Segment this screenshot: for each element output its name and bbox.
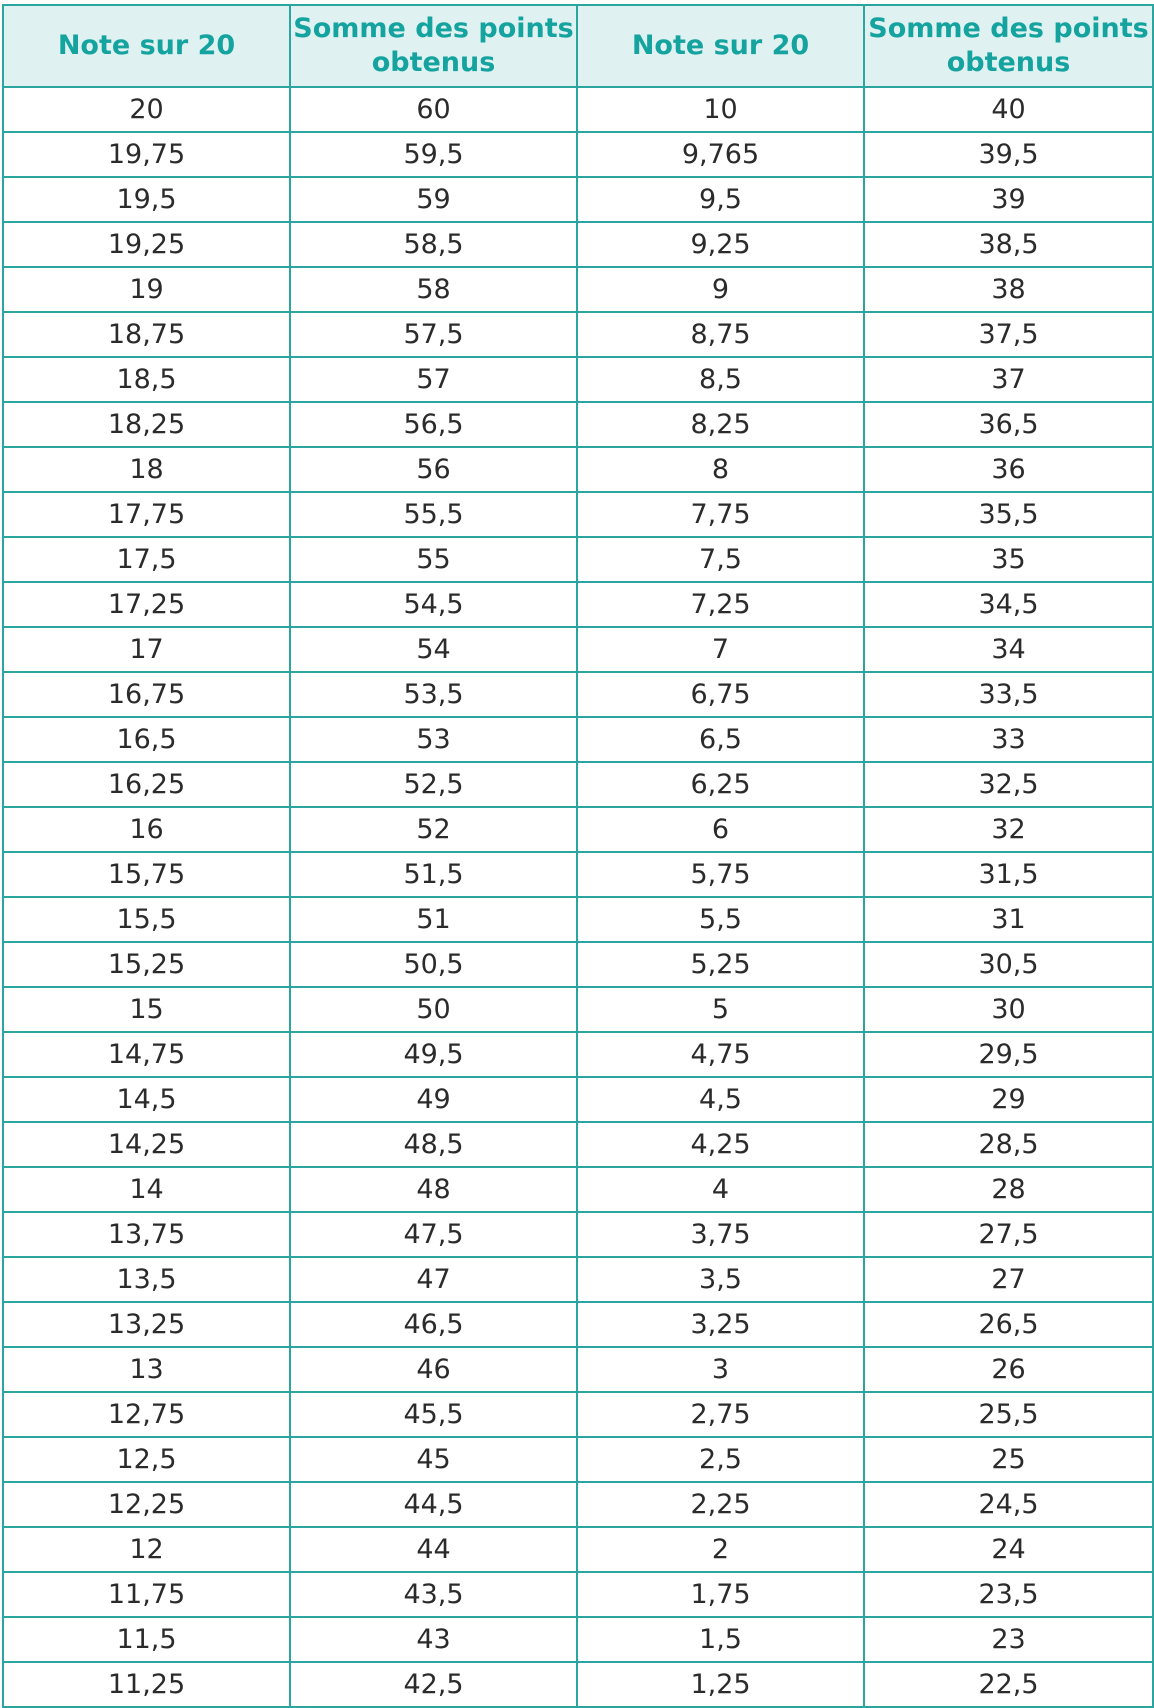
cell-note-sur-20: 17,25 [3, 582, 290, 627]
header-note-sur-20: Note sur 20 [3, 5, 290, 87]
cell-somme-des-points: 51 [290, 897, 577, 942]
cell-note-sur-20: 14 [3, 1167, 290, 1212]
cell-somme-des-points: 59,5 [290, 132, 577, 177]
cell-somme-des-points: 36 [864, 447, 1153, 492]
cell-somme-des-points: 34,5 [864, 582, 1153, 627]
table-row [3, 1437, 1153, 1482]
cell-somme-des-points: 43 [290, 1617, 577, 1662]
cell-note-sur-20: 3,25 [577, 1302, 864, 1347]
table-row [3, 1392, 1153, 1437]
cell-note-sur-20: 20 [3, 87, 290, 132]
cell-somme-des-points: 37,5 [864, 312, 1153, 357]
cell-somme-des-points: 50 [290, 987, 577, 1032]
cell-somme-des-points: 49,5 [290, 1032, 577, 1077]
cell-note-sur-20: 8 [577, 447, 864, 492]
cell-note-sur-20: 18 [3, 447, 290, 492]
cell-note-sur-20: 19,5 [3, 177, 290, 222]
cell-note-sur-20: 1,5 [577, 1617, 864, 1662]
cell-somme-des-points: 42,5 [290, 1662, 577, 1707]
table-row [3, 537, 1153, 582]
cell-note-sur-20: 5,75 [577, 852, 864, 897]
cell-somme-des-points: 51,5 [290, 852, 577, 897]
cell-somme-des-points: 31 [864, 897, 1153, 942]
score-conversion-table [2, 4, 1154, 1708]
cell-note-sur-20: 6,75 [577, 672, 864, 717]
cell-note-sur-20: 8,5 [577, 357, 864, 402]
table-row [3, 1257, 1153, 1302]
table-row [3, 132, 1153, 177]
cell-note-sur-20: 7,75 [577, 492, 864, 537]
table-row [3, 627, 1153, 672]
cell-note-sur-20: 8,25 [577, 402, 864, 447]
cell-note-sur-20: 13 [3, 1347, 290, 1392]
cell-note-sur-20: 6,5 [577, 717, 864, 762]
table-row [3, 1617, 1153, 1662]
cell-note-sur-20: 19 [3, 267, 290, 312]
cell-note-sur-20: 1,75 [577, 1572, 864, 1617]
cell-somme-des-points: 36,5 [864, 402, 1153, 447]
cell-somme-des-points: 32 [864, 807, 1153, 852]
cell-note-sur-20: 7,25 [577, 582, 864, 627]
cell-note-sur-20: 5 [577, 987, 864, 1032]
cell-somme-des-points: 46 [290, 1347, 577, 1392]
header-somme-des-points: Somme des points obtenus [290, 5, 577, 87]
cell-somme-des-points: 55 [290, 537, 577, 582]
cell-note-sur-20: 4,75 [577, 1032, 864, 1077]
table-row [3, 177, 1153, 222]
cell-note-sur-20: 19,25 [3, 222, 290, 267]
table-row [3, 447, 1153, 492]
cell-somme-des-points: 49 [290, 1077, 577, 1122]
cell-somme-des-points: 33,5 [864, 672, 1153, 717]
cell-somme-des-points: 47,5 [290, 1212, 577, 1257]
table-row [3, 852, 1153, 897]
cell-note-sur-20: 11,75 [3, 1572, 290, 1617]
cell-note-sur-20: 2 [577, 1527, 864, 1572]
cell-note-sur-20: 12,25 [3, 1482, 290, 1527]
cell-somme-des-points: 28 [864, 1167, 1153, 1212]
cell-note-sur-20: 11,5 [3, 1617, 290, 1662]
cell-note-sur-20: 18,5 [3, 357, 290, 402]
cell-somme-des-points: 39 [864, 177, 1153, 222]
cell-somme-des-points: 37 [864, 357, 1153, 402]
cell-note-sur-20: 5,25 [577, 942, 864, 987]
table-row [3, 267, 1153, 312]
cell-note-sur-20: 15,25 [3, 942, 290, 987]
cell-somme-des-points: 29 [864, 1077, 1153, 1122]
cell-somme-des-points: 53,5 [290, 672, 577, 717]
cell-note-sur-20: 6,25 [577, 762, 864, 807]
cell-somme-des-points: 45 [290, 1437, 577, 1482]
table-body [3, 87, 1153, 1707]
cell-note-sur-20: 17,5 [3, 537, 290, 582]
header-note-sur-20: Note sur 20 [577, 5, 864, 87]
cell-note-sur-20: 14,75 [3, 1032, 290, 1077]
cell-somme-des-points: 57,5 [290, 312, 577, 357]
table-row [3, 897, 1153, 942]
cell-somme-des-points: 25 [864, 1437, 1153, 1482]
table-row [3, 1032, 1153, 1077]
cell-somme-des-points: 45,5 [290, 1392, 577, 1437]
cell-note-sur-20: 4 [577, 1167, 864, 1212]
table-row [3, 942, 1153, 987]
cell-note-sur-20: 12,5 [3, 1437, 290, 1482]
cell-somme-des-points: 52,5 [290, 762, 577, 807]
cell-note-sur-20: 14,5 [3, 1077, 290, 1122]
header-somme-des-points: Somme des points obtenus [864, 5, 1153, 87]
table-header [3, 5, 1153, 87]
cell-note-sur-20: 2,75 [577, 1392, 864, 1437]
table-row [3, 987, 1153, 1032]
table-row [3, 672, 1153, 717]
cell-note-sur-20: 9,765 [577, 132, 864, 177]
cell-somme-des-points: 26 [864, 1347, 1153, 1392]
cell-somme-des-points: 24,5 [864, 1482, 1153, 1527]
cell-somme-des-points: 56,5 [290, 402, 577, 447]
table-row [3, 1122, 1153, 1167]
cell-somme-des-points: 58,5 [290, 222, 577, 267]
cell-note-sur-20: 9 [577, 267, 864, 312]
cell-note-sur-20: 13,5 [3, 1257, 290, 1302]
cell-note-sur-20: 14,25 [3, 1122, 290, 1167]
cell-somme-des-points: 44 [290, 1527, 577, 1572]
cell-somme-des-points: 60 [290, 87, 577, 132]
cell-somme-des-points: 52 [290, 807, 577, 852]
cell-note-sur-20: 9,25 [577, 222, 864, 267]
cell-note-sur-20: 4,5 [577, 1077, 864, 1122]
table-row [3, 492, 1153, 537]
cell-somme-des-points: 23,5 [864, 1572, 1153, 1617]
cell-somme-des-points: 30 [864, 987, 1153, 1032]
cell-somme-des-points: 35 [864, 537, 1153, 582]
cell-somme-des-points: 57 [290, 357, 577, 402]
cell-note-sur-20: 17,75 [3, 492, 290, 537]
table-row [3, 1302, 1153, 1347]
cell-note-sur-20: 16,75 [3, 672, 290, 717]
cell-somme-des-points: 40 [864, 87, 1153, 132]
cell-note-sur-20: 13,25 [3, 1302, 290, 1347]
cell-somme-des-points: 58 [290, 267, 577, 312]
cell-somme-des-points: 25,5 [864, 1392, 1153, 1437]
table-row [3, 1347, 1153, 1392]
cell-somme-des-points: 27,5 [864, 1212, 1153, 1257]
table-row [3, 1662, 1153, 1707]
table-row [3, 1527, 1153, 1572]
cell-somme-des-points: 54,5 [290, 582, 577, 627]
table-row [3, 717, 1153, 762]
cell-note-sur-20: 13,75 [3, 1212, 290, 1257]
cell-somme-des-points: 50,5 [290, 942, 577, 987]
cell-somme-des-points: 56 [290, 447, 577, 492]
table-row [3, 87, 1153, 132]
cell-somme-des-points: 33 [864, 717, 1153, 762]
cell-note-sur-20: 16 [3, 807, 290, 852]
cell-somme-des-points: 48 [290, 1167, 577, 1212]
cell-somme-des-points: 29,5 [864, 1032, 1153, 1077]
cell-somme-des-points: 39,5 [864, 132, 1153, 177]
cell-note-sur-20: 7,5 [577, 537, 864, 582]
cell-note-sur-20: 18,75 [3, 312, 290, 357]
table-row [3, 357, 1153, 402]
cell-somme-des-points: 55,5 [290, 492, 577, 537]
cell-somme-des-points: 46,5 [290, 1302, 577, 1347]
cell-note-sur-20: 5,5 [577, 897, 864, 942]
header-row [3, 5, 1153, 87]
cell-note-sur-20: 10 [577, 87, 864, 132]
table-row [3, 1077, 1153, 1122]
cell-note-sur-20: 3 [577, 1347, 864, 1392]
table-row [3, 312, 1153, 357]
cell-somme-des-points: 30,5 [864, 942, 1153, 987]
cell-note-sur-20: 9,5 [577, 177, 864, 222]
cell-note-sur-20: 12,75 [3, 1392, 290, 1437]
cell-note-sur-20: 1,25 [577, 1662, 864, 1707]
cell-note-sur-20: 15,5 [3, 897, 290, 942]
cell-note-sur-20: 6 [577, 807, 864, 852]
cell-note-sur-20: 11,25 [3, 1662, 290, 1707]
cell-somme-des-points: 22,5 [864, 1662, 1153, 1707]
cell-note-sur-20: 3,5 [577, 1257, 864, 1302]
cell-somme-des-points: 35,5 [864, 492, 1153, 537]
cell-somme-des-points: 43,5 [290, 1572, 577, 1617]
cell-somme-des-points: 26,5 [864, 1302, 1153, 1347]
cell-somme-des-points: 28,5 [864, 1122, 1153, 1167]
cell-note-sur-20: 15 [3, 987, 290, 1032]
cell-note-sur-20: 16,25 [3, 762, 290, 807]
cell-note-sur-20: 17 [3, 627, 290, 672]
table-row [3, 762, 1153, 807]
cell-somme-des-points: 47 [290, 1257, 577, 1302]
cell-somme-des-points: 38 [864, 267, 1153, 312]
cell-note-sur-20: 12 [3, 1527, 290, 1572]
cell-somme-des-points: 23 [864, 1617, 1153, 1662]
table-row [3, 1212, 1153, 1257]
cell-note-sur-20: 7 [577, 627, 864, 672]
cell-somme-des-points: 31,5 [864, 852, 1153, 897]
cell-somme-des-points: 53 [290, 717, 577, 762]
cell-somme-des-points: 38,5 [864, 222, 1153, 267]
cell-somme-des-points: 44,5 [290, 1482, 577, 1527]
cell-somme-des-points: 48,5 [290, 1122, 577, 1167]
cell-note-sur-20: 8,75 [577, 312, 864, 357]
cell-somme-des-points: 24 [864, 1527, 1153, 1572]
cell-note-sur-20: 3,75 [577, 1212, 864, 1257]
cell-note-sur-20: 16,5 [3, 717, 290, 762]
table-row [3, 1572, 1153, 1617]
cell-somme-des-points: 34 [864, 627, 1153, 672]
cell-note-sur-20: 15,75 [3, 852, 290, 897]
cell-somme-des-points: 54 [290, 627, 577, 672]
table-row [3, 1482, 1153, 1527]
table-row [3, 807, 1153, 852]
cell-note-sur-20: 4,25 [577, 1122, 864, 1167]
table-row [3, 1167, 1153, 1212]
cell-somme-des-points: 59 [290, 177, 577, 222]
cell-somme-des-points: 27 [864, 1257, 1153, 1302]
cell-note-sur-20: 2,25 [577, 1482, 864, 1527]
cell-note-sur-20: 18,25 [3, 402, 290, 447]
cell-somme-des-points: 32,5 [864, 762, 1153, 807]
cell-note-sur-20: 2,5 [577, 1437, 864, 1482]
table-row [3, 582, 1153, 627]
cell-note-sur-20: 19,75 [3, 132, 290, 177]
table-row [3, 402, 1153, 447]
table-row [3, 222, 1153, 267]
